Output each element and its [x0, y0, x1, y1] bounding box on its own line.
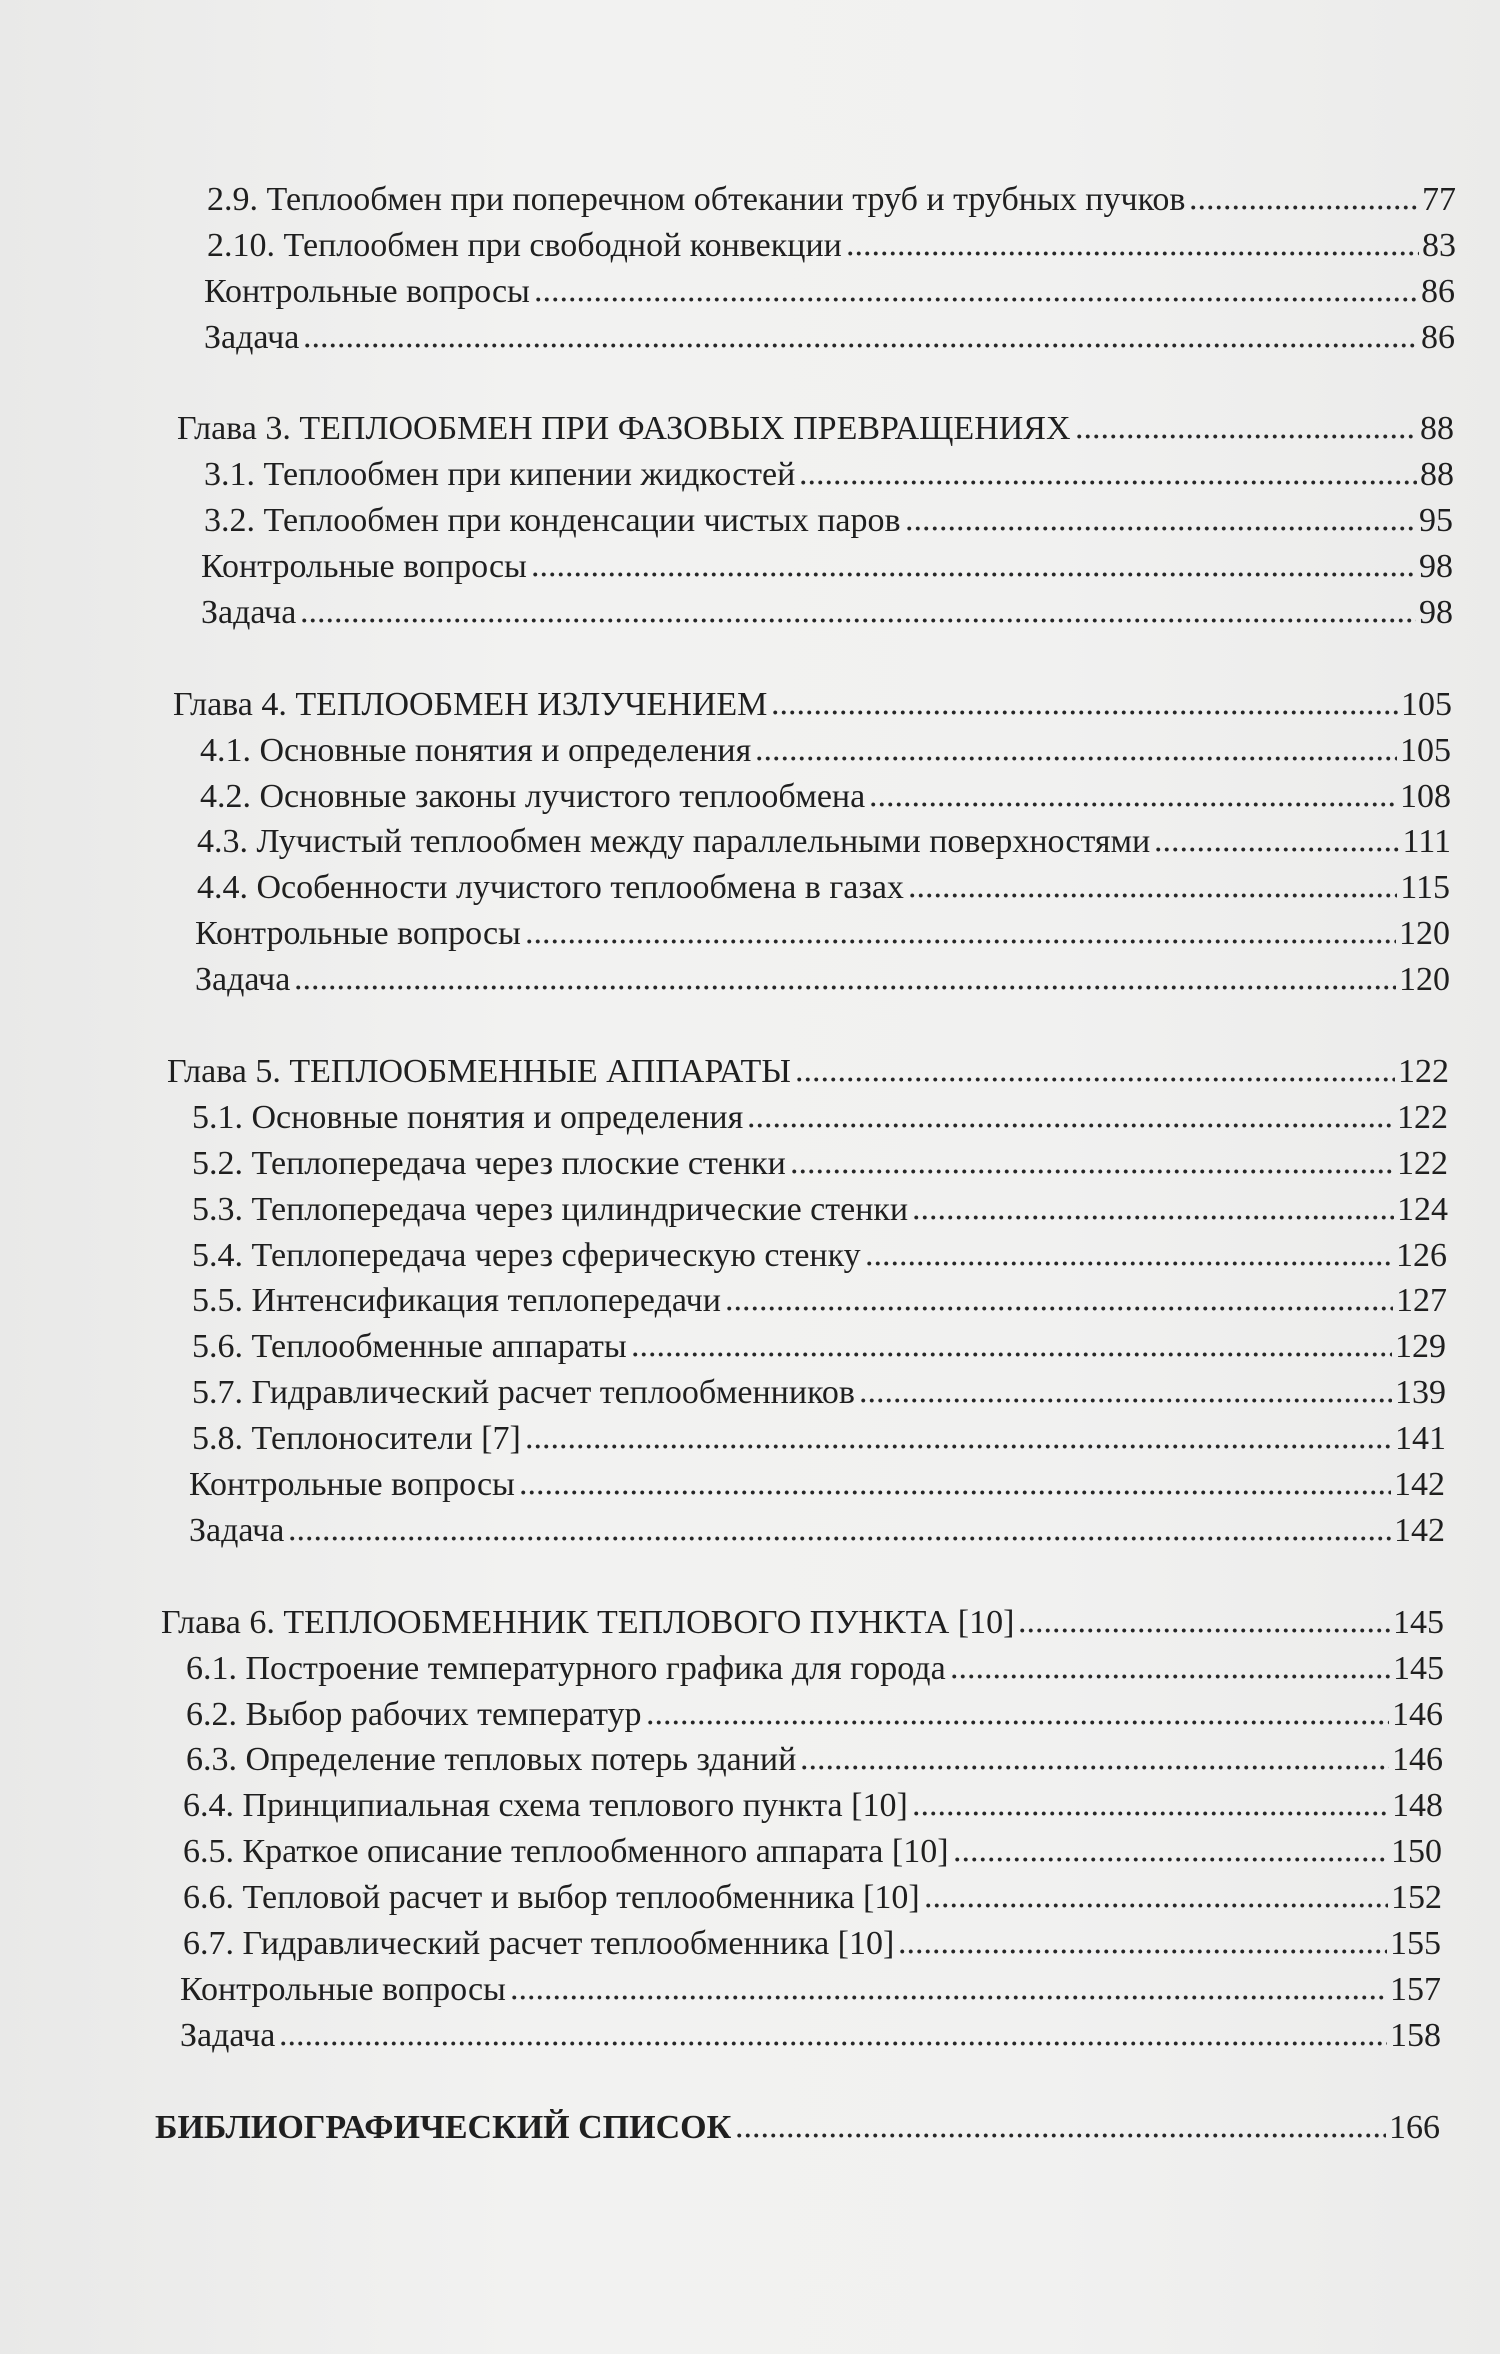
toc-entry-title: 4.1. Основные понятия и определения [200, 732, 752, 769]
toc-entry-title: 6.3. Определение тепловых потерь зданий [186, 1741, 797, 1778]
toc-entry [192, 1416, 1446, 1462]
toc-entry-title: Контрольные вопросы [204, 273, 530, 310]
dot-leader [519, 1490, 1391, 1495]
toc-entry-title: Контрольные вопросы [201, 548, 527, 585]
toc-entry-title: Задача [201, 594, 297, 631]
toc-page-number: 98 [1419, 548, 1453, 585]
dot-leader [912, 1215, 1394, 1220]
toc-page-number: 120 [1399, 961, 1450, 998]
chapter-title: Глава 5. ТЕПЛООБМЕННЫЕ АППАРАТЫ [167, 1053, 791, 1090]
dot-leader [799, 480, 1417, 485]
dot-leader [631, 1352, 1392, 1357]
toc-entry [186, 1646, 1444, 1692]
toc-entry-title: 6.4. Принципиальная схема теплового пункта [10] [183, 1787, 908, 1824]
dot-leader [1018, 1628, 1390, 1633]
toc-entry-title: Контрольные вопросы [195, 915, 521, 952]
dot-leader [859, 1398, 1392, 1403]
toc-page-number: 77 [1422, 181, 1456, 218]
dot-leader [755, 756, 1397, 761]
toc-entry [192, 1370, 1446, 1416]
toc-page-number: 124 [1397, 1191, 1448, 1228]
toc-page-number: 145 [1393, 1604, 1444, 1641]
toc-entry [201, 590, 1453, 636]
toc-page-number: 129 [1395, 1328, 1446, 1365]
toc-entry [195, 957, 1450, 1003]
dot-leader [912, 1811, 1389, 1816]
dot-leader [510, 1995, 1387, 2000]
toc-entry [204, 498, 1453, 544]
toc-entry-title: 6.6. Тепловой расчет и выбор теплообменника [10] [183, 1879, 920, 1916]
dot-leader [1154, 847, 1399, 852]
toc-entry-title: 6.2. Выбор рабочих температур [186, 1696, 642, 1733]
toc-entry-title: Задача [189, 1512, 285, 1549]
dot-leader [924, 1903, 1388, 1908]
toc-entry [192, 1233, 1447, 1279]
toc-entry-title: Контрольные вопросы [180, 1971, 506, 2008]
toc-page-number: 141 [1395, 1420, 1446, 1457]
toc-page-number: 145 [1393, 1650, 1444, 1687]
toc-entry-title: 4.2. Основные законы лучистого теплообмена [200, 778, 866, 815]
toc-entry [200, 728, 1451, 774]
toc-page-number: 86 [1421, 273, 1455, 310]
toc-entry [192, 1187, 1448, 1233]
dot-leader [294, 985, 1396, 990]
dot-leader [800, 1765, 1389, 1770]
dot-leader [869, 802, 1397, 807]
toc-entry [189, 1462, 1445, 1508]
toc-entry-title: 3.1. Теплообмен при кипении жидкостей [204, 456, 796, 493]
toc-entry [207, 177, 1456, 223]
toc-entry-title: 5.3. Теплопередача через цилиндрические стенки [192, 1191, 909, 1228]
toc-page-number: 158 [1390, 2017, 1441, 2054]
toc-page-number: 108 [1400, 778, 1451, 815]
chapter-title: Глава 6. ТЕПЛООБМЕННИК ТЕПЛОВОГО ПУНКТА [10] [161, 1604, 1015, 1641]
dot-leader [950, 1674, 1390, 1679]
toc-entry [204, 269, 1455, 315]
toc-entry [192, 1095, 1448, 1141]
toc-entry [192, 1141, 1448, 1187]
toc-entry-title: 4.3. Лучистый теплообмен между параллельными поверхностями [197, 823, 1151, 860]
toc-entry-title: 5.8. Теплоносители [7] [192, 1420, 521, 1457]
dot-leader [279, 2041, 1387, 2046]
dot-leader [303, 343, 1418, 348]
toc-page-number: 122 [1397, 1099, 1448, 1136]
toc-entry [201, 544, 1453, 590]
toc-page-number: 142 [1394, 1512, 1445, 1549]
toc-entry [183, 1783, 1443, 1829]
toc-chapter-heading [173, 682, 1452, 728]
dot-leader [531, 572, 1416, 577]
toc-entry-title: 2.9. Теплообмен при поперечном обтекании труб и трубных пучков [207, 181, 1186, 218]
toc-entry [192, 1278, 1447, 1324]
toc-entry [192, 1324, 1446, 1370]
toc-page-number: 111 [1402, 823, 1451, 860]
toc-chapter-heading [161, 1600, 1444, 1646]
toc-entry [204, 452, 1454, 498]
dot-leader [534, 297, 1418, 302]
dot-leader [525, 939, 1396, 944]
toc-chapter-heading [167, 1049, 1449, 1095]
toc-page-number: 148 [1392, 1787, 1443, 1824]
dot-leader [865, 1261, 1393, 1266]
toc-entry [183, 1921, 1441, 1967]
toc-entry-title: Контрольные вопросы [189, 1466, 515, 1503]
toc-page-number: 88 [1420, 456, 1454, 493]
toc-page-number: 139 [1395, 1374, 1446, 1411]
dot-leader [725, 1306, 1393, 1311]
toc-entry [186, 1737, 1443, 1783]
toc-entry-title: 5.1. Основные понятия и определения [192, 1099, 744, 1136]
toc-page-number: 98 [1419, 594, 1453, 631]
chapter-title: Глава 4. ТЕПЛООБМЕН ИЗЛУЧЕНИЕМ [173, 686, 768, 723]
toc-page-number: 157 [1390, 1971, 1441, 2008]
toc-entry [180, 1967, 1441, 2013]
toc-page-number: 146 [1392, 1696, 1443, 1733]
toc-page-number: 150 [1391, 1833, 1442, 1870]
dot-leader [747, 1123, 1394, 1128]
toc-entry [180, 2013, 1441, 2059]
toc-page-number: 120 [1399, 915, 1450, 952]
toc-entry-title: 4.4. Особенности лучистого теплообмена в газах [197, 869, 904, 906]
toc-entry [195, 911, 1450, 957]
toc-chapter-heading [177, 406, 1454, 452]
dot-leader [795, 1077, 1395, 1082]
toc-entry [200, 774, 1451, 820]
toc-entry-title: 5.2. Теплопередача через плоские стенки [192, 1145, 786, 1182]
toc-page-number: 146 [1392, 1741, 1443, 1778]
toc-page-number: 105 [1400, 732, 1451, 769]
dot-leader [735, 2133, 1386, 2138]
dot-leader [898, 1949, 1387, 1954]
toc-entry [186, 1692, 1443, 1738]
toc-page-number: 122 [1397, 1145, 1448, 1182]
dot-leader [846, 251, 1419, 256]
dot-leader [908, 893, 1397, 898]
toc-entry [197, 819, 1451, 865]
toc-page-number: 122 [1398, 1053, 1449, 1090]
toc-entry [183, 1829, 1442, 1875]
dot-leader [300, 618, 1416, 623]
toc-entry-title: 5.4. Теплопередача через сферическую стенку [192, 1237, 861, 1274]
toc-entry [183, 1875, 1442, 1921]
toc-entry [197, 865, 1450, 911]
toc-page-number: 152 [1391, 1879, 1442, 1916]
dot-leader [646, 1720, 1390, 1725]
toc-entry-title: 5.5. Интенсификация теплопередачи [192, 1282, 721, 1319]
toc-page-number: 86 [1421, 319, 1455, 356]
toc-entry [207, 223, 1456, 269]
toc-entry-title: 2.10. Теплообмен при свободной конвекции [207, 227, 842, 264]
toc-entry [204, 315, 1455, 361]
toc-page-number: 142 [1394, 1466, 1445, 1503]
dot-leader [771, 710, 1398, 715]
toc-entry-title: 3.2. Теплообмен при конденсации чистых паров [204, 502, 901, 539]
toc-entry-title: Задача [195, 961, 291, 998]
chapter-title: Глава 3. ТЕПЛООБМЕН ПРИ ФАЗОВЫХ ПРЕВРАЩЕНИЯХ [177, 410, 1071, 447]
toc-entry [189, 1508, 1445, 1554]
dot-leader [1189, 205, 1419, 210]
toc-page-number: 127 [1396, 1282, 1447, 1319]
dot-leader [1075, 434, 1417, 439]
toc-bibliography-heading [155, 2105, 1440, 2151]
toc-entry-title: 6.5. Краткое описание теплообменного аппарата [10] [183, 1833, 949, 1870]
toc-entry-title: Задача [180, 2017, 276, 2054]
toc-page-number: 88 [1420, 410, 1454, 447]
toc-entry-title: 5.7. Гидравлический расчет теплообменников [192, 1374, 855, 1411]
dot-leader [790, 1169, 1394, 1174]
dot-leader [953, 1857, 1388, 1862]
toc-entry-title: 5.6. Теплообменные аппараты [192, 1328, 627, 1365]
toc-page-number: 166 [1389, 2109, 1440, 2146]
toc-page-number: 115 [1400, 869, 1450, 906]
toc-page-number: 105 [1401, 686, 1452, 723]
toc-page-number: 126 [1396, 1237, 1447, 1274]
dot-leader [905, 526, 1416, 531]
dot-leader [525, 1444, 1392, 1449]
toc-page-number: 155 [1390, 1925, 1441, 1962]
toc-entry-title: 6.7. Гидравлический расчет теплообменника [10] [183, 1925, 895, 1962]
toc-page-number: 95 [1419, 502, 1453, 539]
bibliography-title: БИБЛИОГРАФИЧЕСКИЙ СПИСОК [155, 2109, 732, 2146]
toc-page-number: 83 [1422, 227, 1456, 264]
dot-leader [288, 1536, 1391, 1541]
toc-entry-title: 6.1. Построение температурного графика для города [186, 1650, 946, 1687]
toc-entry-title: Задача [204, 319, 300, 356]
